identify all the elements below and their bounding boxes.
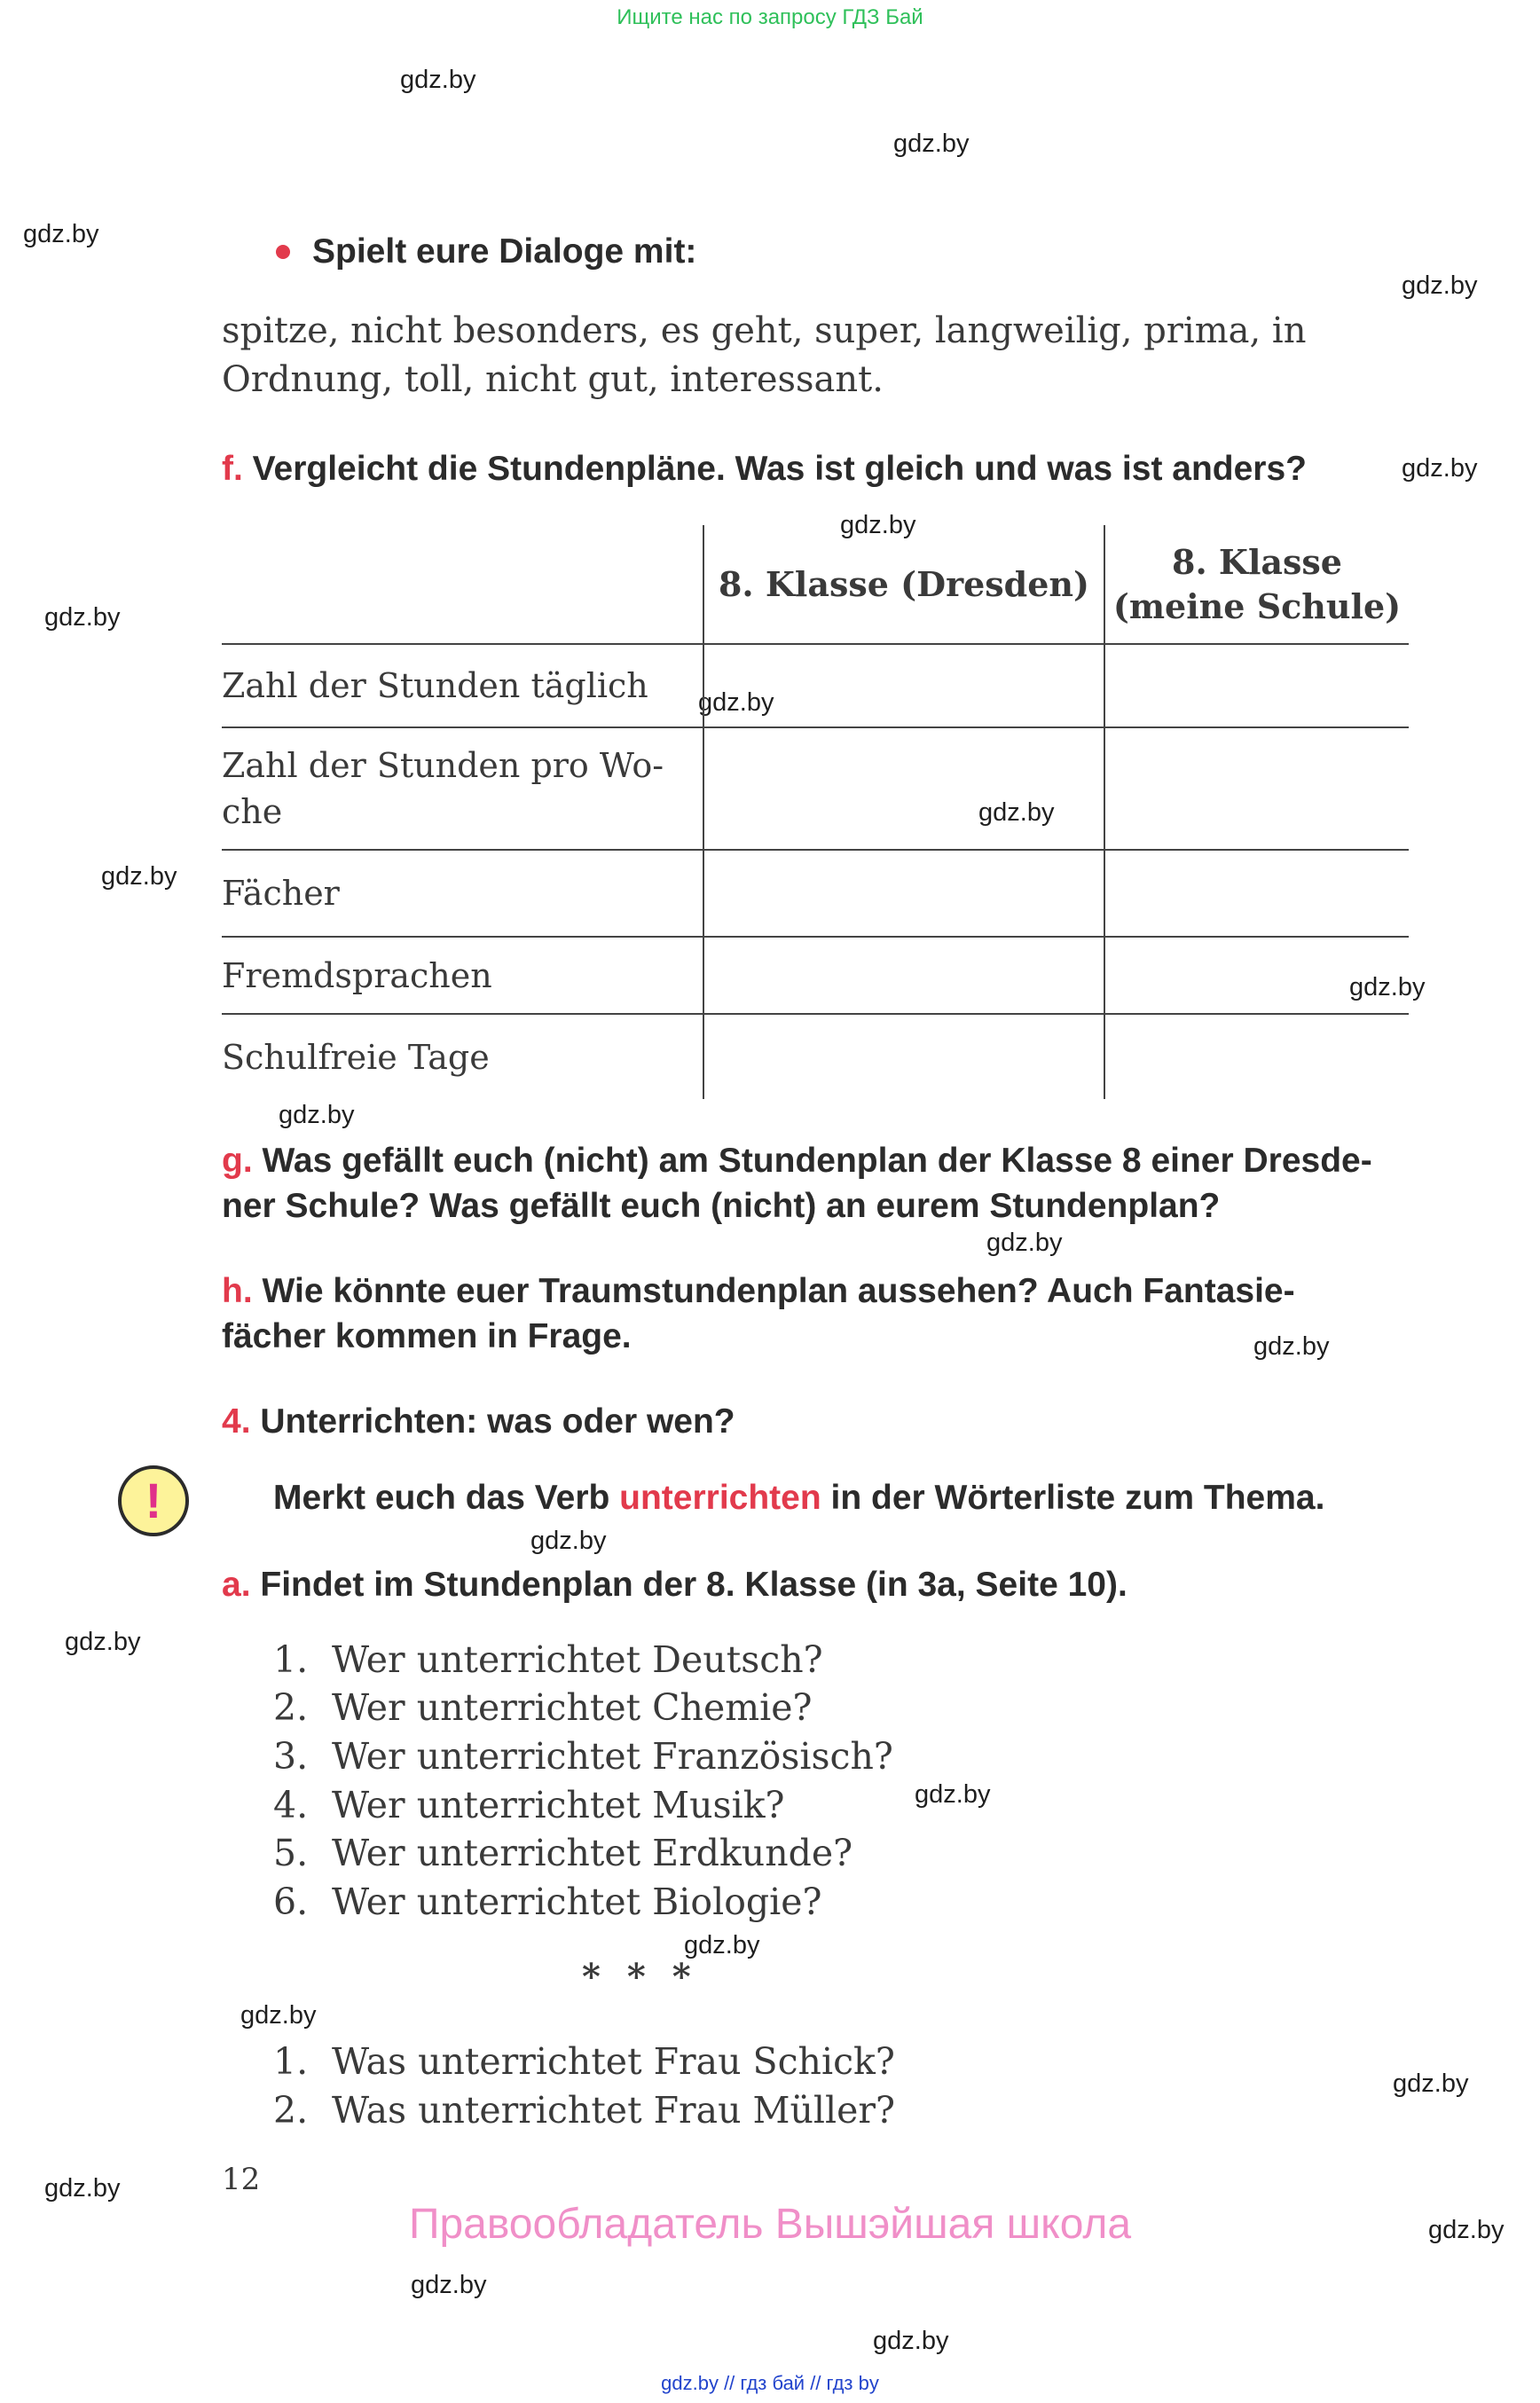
watermark: gdz.by [101, 862, 177, 891]
watermark: gdz.by [23, 220, 99, 248]
watermark: gdz.by [44, 2174, 121, 2203]
row-label-line: Fremdsprachen [222, 955, 492, 995]
cell-my-school[interactable] [1104, 727, 1409, 850]
word-list [222, 307, 1306, 404]
list-item: 1. Wer unterrichtet Deutsch? [273, 1638, 823, 1681]
row-label [222, 850, 703, 937]
list-item: 4. Wer unterrichtet Musik? [273, 1784, 785, 1826]
exercise-number: 4. [222, 1402, 251, 1441]
watermark: gdz.by [873, 2327, 949, 2355]
task-g-line: Was gefällt euch (nicht) am Stundenplan der Klasse 8 einer Dresde- [262, 1142, 1372, 1180]
watermark: gdz.by [44, 603, 121, 632]
row-label-line: Zahl der Stunden täglich [222, 666, 648, 705]
watermark: gdz.by [684, 1931, 760, 1959]
row-label-line: che [222, 792, 283, 831]
row-label-line: Schulfreie Tage [222, 1037, 490, 1077]
table-row [222, 1014, 1409, 1099]
task-f-text: Vergleicht die Stundenpläne. Was ist gleich und was ist anders? [252, 450, 1307, 488]
watermark: gdz.by [279, 1101, 355, 1129]
task-g [222, 1138, 1372, 1229]
highlight-verb: unterrichten [619, 1479, 821, 1517]
watermark: gdz.by [1428, 2216, 1505, 2244]
list-item: 2. Was unterrichtet Frau Müller? [273, 2089, 895, 2132]
table-row [222, 727, 1409, 850]
task-h-line: Wie könnte euer Traumstundenplan aussehen? Auch Fantasie- [262, 1272, 1295, 1310]
header-line: 8. Klasse [1172, 541, 1342, 582]
watermark: gdz.by [915, 1780, 991, 1809]
note-text: Merkt euch das Verb [273, 1479, 620, 1517]
word-list-line: spitze, nicht besonders, es geht, super, langweilig, prima, in [222, 310, 1307, 351]
row-label [222, 644, 703, 727]
cell-dresden[interactable] [703, 727, 1104, 850]
watermark: gdz.by [1393, 2069, 1469, 2098]
cell-dresden[interactable] [703, 937, 1104, 1014]
footer-links[interactable]: gdz.by // гдз бай // гдз by [661, 2372, 879, 2394]
vocab-note [273, 1479, 1324, 1518]
bullet-dot-icon [276, 245, 290, 259]
watermark: gdz.by [1402, 454, 1478, 483]
table-header-my-school [1104, 525, 1409, 644]
cell-dresden[interactable] [703, 644, 1104, 727]
watermark: gdz.by [411, 2271, 487, 2299]
task-letter: h. [222, 1272, 253, 1310]
watermark: gdz.by [400, 66, 476, 94]
table-row [222, 937, 1409, 1014]
watermark: gdz.by [986, 1229, 1063, 1257]
cell-my-school[interactable] [1104, 644, 1409, 727]
list-item: 6. Wer unterrichtet Biologie? [273, 1881, 822, 1923]
task-letter: g. [222, 1142, 253, 1180]
list-item: 5. Wer unterrichtet Erdkunde? [273, 1832, 853, 1874]
exercise-title-text: Unterrichten: was oder wen? [260, 1402, 735, 1441]
row-label [222, 727, 703, 850]
task-h [222, 1268, 1295, 1359]
table-header-row [222, 525, 1409, 644]
watermark: gdz.by [840, 511, 916, 539]
watermark: gdz.by [893, 130, 970, 158]
copyright-notice: Правообладатель Вышэйшая школа [408, 2201, 1132, 2248]
cell-my-school[interactable] [1104, 1014, 1409, 1099]
task-a-text: Findet im Stundenplan der 8. Klasse (in 3a, Seite 10). [260, 1566, 1128, 1604]
table-row [222, 644, 1409, 727]
cell-my-school[interactable] [1104, 937, 1409, 1014]
table-header-dresden: 8. Klasse (Dresden) [703, 525, 1104, 644]
page-number: 12 [222, 2162, 261, 2197]
watermark: gdz.by [1349, 973, 1426, 1001]
task-h-line: fächer kommen in Frage. [222, 1317, 632, 1355]
exercise-4-title [222, 1402, 735, 1441]
watermark: gdz.by [240, 2001, 317, 2030]
row-label-line: Fächer [222, 874, 340, 913]
watermark: gdz.by [1402, 271, 1478, 300]
header-line: (meine Schule) [1112, 585, 1402, 626]
section-separator: * * * [582, 1956, 698, 1998]
task-f [222, 450, 1307, 489]
watermark: gdz.by [65, 1628, 141, 1656]
list-item: 3. Wer unterrichtet Französisch? [273, 1735, 893, 1778]
task-letter: f. [222, 450, 243, 488]
list-item: 1. Was unterrichtet Frau Schick? [273, 2040, 895, 2083]
task-g-line: ner Schule? Was gefällt euch (nicht) an eurem Stundenplan? [222, 1187, 1221, 1225]
cell-dresden[interactable] [703, 1014, 1104, 1099]
top-banner[interactable]: Ищите нас по запросу ГДЗ Бай [617, 5, 923, 29]
task-a [222, 1566, 1128, 1605]
note-text: in der Wörterliste zum Thema. [821, 1479, 1325, 1517]
watermark: gdz.by [530, 1527, 607, 1555]
row-label [222, 937, 703, 1014]
list-item: 2. Wer unterrichtet Chemie? [273, 1686, 813, 1729]
watermark: gdz.by [698, 688, 774, 717]
table-row [222, 850, 1409, 937]
row-label-line: Zahl der Stunden pro Wo- [222, 746, 664, 785]
task-letter: a. [222, 1566, 251, 1604]
row-label [222, 1014, 703, 1099]
dialog-heading: Spielt eure Dialoge mit: [312, 232, 697, 271]
word-list-line: Ordnung, toll, nicht gut, interessant. [222, 359, 884, 400]
exclamation-icon: ! [118, 1465, 189, 1536]
watermark: gdz.by [1253, 1332, 1330, 1361]
cell-dresden[interactable] [703, 850, 1104, 937]
table-header-empty [222, 525, 703, 644]
watermark: gdz.by [978, 798, 1055, 827]
comparison-table [222, 525, 1409, 1099]
cell-my-school[interactable] [1104, 850, 1409, 937]
